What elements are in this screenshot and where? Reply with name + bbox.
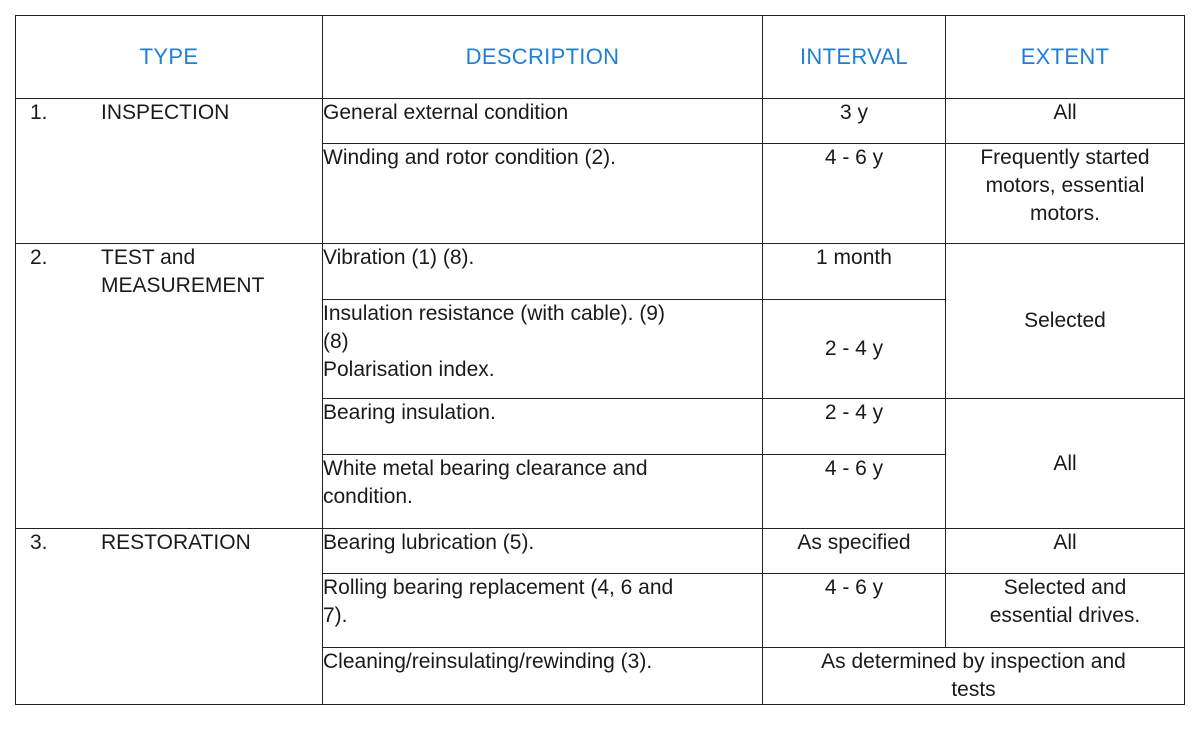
header-type: TYPE — [16, 16, 323, 99]
type-number: 3. — [30, 531, 48, 554]
maintenance-schedule-table — [15, 15, 1185, 705]
interval-cell: 2 - 4 y — [763, 399, 946, 455]
type-label: INSPECTION — [101, 101, 230, 124]
interval-extent-cell-merged: As determined by inspection and tests — [763, 648, 1185, 705]
extent-cell-merged: All — [946, 399, 1185, 529]
interval-cell: As specified — [763, 529, 946, 574]
interval-cell: 3 y — [763, 99, 946, 144]
extent-cell: All — [946, 529, 1185, 574]
type-cell-inspection — [16, 99, 323, 244]
interval-cell: 4 - 6 y — [763, 455, 946, 529]
type-cell-restoration — [16, 529, 323, 705]
description-cell: Bearing lubrication (5). — [323, 529, 763, 574]
interval-cell: 1 month — [763, 244, 946, 300]
extent-cell-merged: Selected — [946, 244, 1185, 399]
type-number: 2. — [30, 246, 48, 269]
header-extent: EXTENT — [946, 16, 1185, 99]
extent-cell: Selected and essential drives. — [946, 574, 1185, 648]
description-cell: General external condition — [323, 99, 763, 144]
table-row — [16, 99, 1185, 144]
description-cell: Bearing insulation. — [323, 399, 763, 455]
extent-cell: All — [946, 99, 1185, 144]
interval-cell: 4 - 6 y — [763, 144, 946, 244]
type-label: RESTORATION — [101, 531, 251, 554]
description-cell: White metal bearing clearance and condition. — [323, 455, 763, 529]
table-row — [16, 244, 1185, 300]
header-row — [16, 16, 1185, 99]
header-interval: INTERVAL — [763, 16, 946, 99]
table-row — [16, 529, 1185, 574]
description-cell: Winding and rotor condition (2). — [323, 144, 763, 244]
extent-cell: Frequently started motors, essential motors. — [946, 144, 1185, 244]
description-cell: Vibration (1) (8). — [323, 244, 763, 300]
header-description: DESCRIPTION — [323, 16, 763, 99]
interval-cell: 4 - 6 y — [763, 574, 946, 648]
type-number: 1. — [30, 101, 48, 124]
type-label: TEST and MEASUREMENT — [101, 246, 265, 297]
description-cell: Cleaning/reinsulating/rewinding (3). — [323, 648, 763, 705]
type-cell-test-measurement — [16, 244, 323, 529]
description-cell: Rolling bearing replacement (4, 6 and 7). — [323, 574, 763, 648]
description-cell: Insulation resistance (with cable). (9) (8) Polarisation index. — [323, 300, 763, 399]
interval-cell: 2 - 4 y — [763, 300, 946, 399]
